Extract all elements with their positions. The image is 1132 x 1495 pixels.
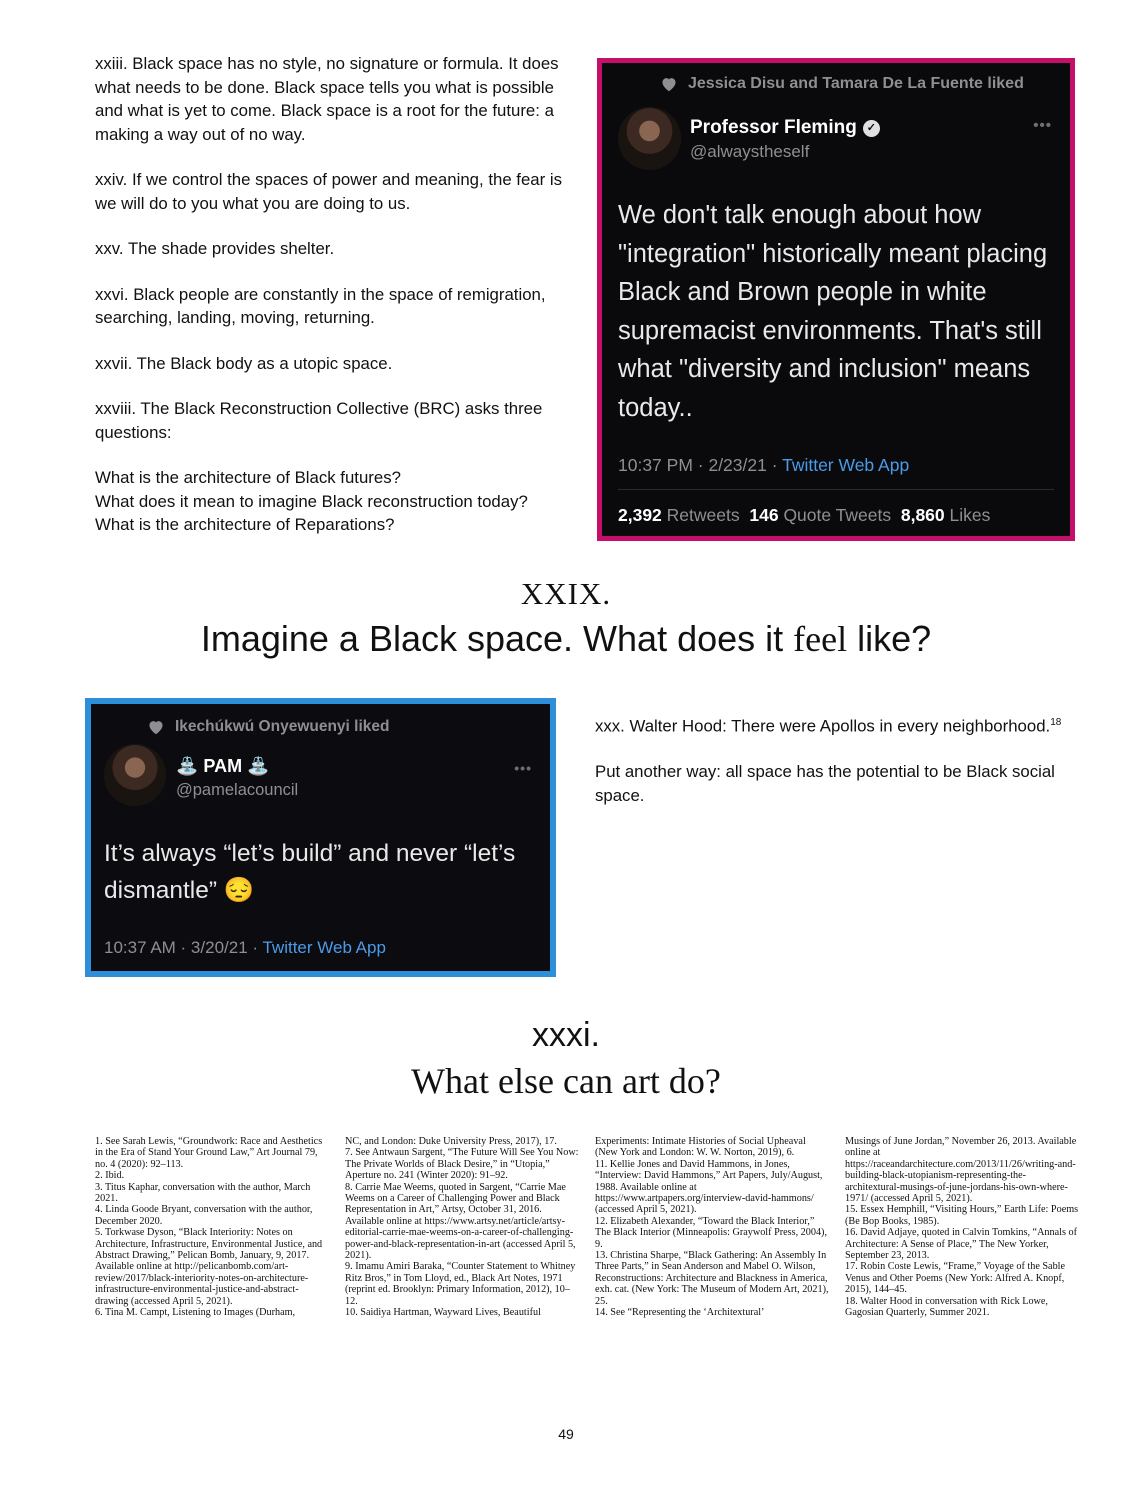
tweet-stats (618, 505, 990, 526)
footnote: 6. Tina M. Campt, Listening to Images (Durham, (95, 1307, 296, 1319)
paragraph-xxiii: xxiii. Black space has no style, no signature or formula. It does what needs to be done. Black space tells you what is possible and what is yet to come. Black space is a root for the future: a making a way out of no way. (95, 54, 559, 144)
paragraph-xxiv: xxiv. If we control the spaces of power and meaning, the fear is we will do to you what you are doing to us. (95, 170, 563, 213)
footnote: 7. See Antwaun Sargent, “The Future Will See You Now: The Private Worlds of Black Desire,” in “Utopia,” Aperture no. 241 (Winter 2020): 91–92. (345, 1147, 579, 1182)
page-number: 49 (558, 1426, 574, 1442)
footnote: 5. Torkwase Dyson, “Black Interiority: Notes on Architecture, Infrastructure, Environmental Justice, and Abstract Drawing,” Pelican Bomb, January, 9, 2017. Available online at http://pelicanbomb.com/art-review/2017/black-interiority-notes-on-architecture-infrastructure-environmental-justice-and-abstract-drawing (accessed April 5, 2021). (95, 1227, 323, 1307)
footnote: 8. Carrie Mae Weems, quoted in Sargent, “Carrie Mae Weems on a Career of Challenging Power and Black Representation in Art,” Artsy, October 31, 2016. Available online at https://www.artsy.net/article/artsy-editorial-carrie-mae-weems-on-a-career-of-challenging-power-and-black-representation-in-art (accessed April 5, 2021). (345, 1181, 576, 1262)
section-numeral-xxxi: xxxi. (532, 1016, 600, 1054)
liked-by-row (660, 75, 1024, 93)
heart-icon (147, 719, 165, 735)
footnote: 4. Linda Goode Bryant, conversation with the author, December 2020. (95, 1204, 313, 1227)
quote-label[interactable]: Quote Tweets (783, 505, 892, 525)
avatar (104, 744, 166, 806)
footnote-ref-18[interactable]: 18 (1050, 717, 1062, 728)
tweet-time: 10:37 PM · 2/23/21 · (618, 455, 783, 475)
tweet-body: We don't talk enough about how "integration" historically meant placing Black and Brown people in white supremacist environments. That's still what "diversity and inclusion" means today.. (618, 201, 1048, 422)
footnote: 3. Titus Kaphar, conversation with the author, March 2021. (95, 1181, 311, 1205)
pensive-emoji: 😔 (223, 877, 255, 904)
paragraph-xxviii: xxviii. The Black Reconstruction Collective (BRC) asks three questions: (95, 399, 543, 442)
author-name-row (690, 117, 880, 139)
heading-part-a: Imagine a Black space. What does it (200, 618, 794, 659)
verified-icon: ✓ (863, 120, 880, 137)
footnote: 2. Ibid. (95, 1170, 125, 1182)
more-options-icon[interactable]: ••• (514, 760, 532, 776)
footnote: NC, and London: Duke University Press, 2017), 17. (345, 1136, 557, 1147)
footnote: Experiments: Intimate Histories of Social Upheaval (New York and London: W. W. Norton, 2019), 6. (595, 1136, 806, 1159)
paragraph-xxx-text: xxx. Walter Hood: There were Apollos in every neighborhood. (595, 716, 1051, 736)
footnote: 13. Christina Sharpe, “Black Gathering: An Assembly In Three Parts,” in Sean Anderson and Mabel O. Wilson, Reconstructions: Architecture and Blackness in America, exh. cat. (New York: The Museum of Modern Art, 2021), 25. (595, 1250, 829, 1307)
section-heading-xxxi: What else can art do? (411, 1061, 721, 1101)
footnote: 16. David Adjaye, quoted in Calvin Tomkins, “Annals of Architecture: A Sense of Place,” The New Yorker, September 23, 2013. (845, 1227, 1077, 1262)
tweet-meta (104, 938, 386, 958)
tweet-body (104, 835, 544, 909)
like-count: 8,860 (900, 505, 945, 525)
section-numeral-xxix: XXIX. (520, 576, 612, 611)
footnote: 10. Saidiya Hartman, Wayward Lives, Beautiful (345, 1307, 541, 1319)
footnote: 1. See Sarah Lewis, “Groundwork: Race and Aesthetics in the Era of Stand Your Ground Law,” Art Journal 79, no. 4 (2020): 92–113. (95, 1136, 323, 1170)
footnote-column-1 (95, 1136, 329, 1319)
footnote: 18. Walter Hood in conversation with Rick Lowe, Gagosian Quarterly, Summer 2021. (845, 1295, 1048, 1319)
avatar (618, 107, 681, 170)
author-name: ⛲ PAM ⛲ (176, 756, 270, 776)
liked-by-row (147, 718, 390, 736)
question-1: What is the architecture of Black futures? (95, 468, 401, 487)
footnote: 15. Essex Hemphill, “Visiting Hours,” Earth Life: Poems (Be Bop Books, 1985). (845, 1204, 1079, 1227)
footnote-column-4 (845, 1136, 1079, 1319)
author-handle: @alwaystheself (690, 142, 810, 161)
paragraph-xxv: xxv. The shade provides shelter. (95, 239, 335, 258)
tweet-screenshot-pam (85, 698, 556, 977)
author-name: Professor Fleming (690, 117, 857, 138)
like-label[interactable]: Likes (949, 505, 991, 525)
liked-by-text: Ikechúkwú Onyewuenyi liked (175, 718, 390, 735)
author-handle: @pamelacouncil (176, 781, 299, 799)
heading-part-b: feel (793, 619, 848, 659)
footnote: Musings of June Jordan,” November 26, 2013. Available online at https://raceandarchitecture.com/2013/11/26/writing-and-building-black-utopianism-representing-the-architextural-musings-of-june-jordans-his-own-where-1971/ (accessed April 5, 2021). (845, 1136, 1077, 1205)
tweet-screenshot-fleming (597, 58, 1075, 541)
question-3: What is the architecture of Reparations? (95, 515, 395, 534)
footnote: 14. See “Representing the ‘Architextural’ (595, 1307, 765, 1319)
footnote-column-2 (345, 1136, 579, 1319)
tweet-app-link[interactable]: Twitter Web App (782, 455, 910, 475)
paragraph-put-another-way: Put another way: all space has the potential to be Black social space. (595, 762, 1055, 805)
footnote-column-3 (595, 1136, 829, 1319)
footnote: 12. Elizabeth Alexander, “Toward the Black Interior,” The Black Interior (Minneapolis: Graywolf Press, 2004), 9. (595, 1215, 827, 1250)
paragraph-xxvii: xxvii. The Black body as a utopic space. (95, 353, 393, 373)
heading-part-c: like? (847, 618, 932, 659)
section-heading-xxix (0, 618, 1132, 660)
footnote: 17. Robin Coste Lewis, “Frame,” Voyage of the Sable Venus and Other Poems (New York: Alfred A. Knopf, 2015), 144–45. (845, 1261, 1066, 1296)
left-column (95, 52, 585, 537)
more-options-icon[interactable]: ••• (1033, 117, 1052, 134)
footnote: 11. Kellie Jones and David Hammons, in Jones, “Interview: David Hammons,” Art Papers, July/August, 1988. Available online at https://www.artpapers.org/interview-david-hammons/ (accessed April 5, 2021). (595, 1158, 823, 1216)
right-text-block (595, 711, 1065, 829)
footnotes (95, 1136, 1080, 1319)
paragraph-xxx (595, 711, 1065, 738)
quote-count: 146 (749, 505, 779, 525)
heart-icon (660, 76, 678, 92)
retweet-count: 2,392 (618, 505, 662, 525)
footnote: 9. Imamu Amiri Baraka, “Counter Statement to Whitney Ritz Bros,” in Tom Lloyd, ed., Black Art Notes, 1971 (reprint ed. Brooklyn: Primary Information, 2012), 10–12. (345, 1261, 576, 1307)
tweet-time: 10:37 AM · 3/20/21 · (104, 938, 263, 957)
divider (618, 489, 1054, 490)
liked-by-text: Jessica Disu and Tamara De La Fuente liked (688, 75, 1024, 92)
tweet-text: It’s always “let’s build” and never “let’s dismantle” (104, 840, 516, 904)
retweet-label[interactable]: Retweets (666, 505, 740, 525)
tweet-app-link[interactable]: Twitter Web App (262, 938, 386, 957)
paragraph-xxvi: xxvi. Black people are constantly in the space of remigration, searching, landing, moving, returning. (95, 284, 546, 327)
question-2: What does it mean to imagine Black reconstruction today? (95, 491, 528, 511)
tweet-meta (618, 455, 909, 476)
